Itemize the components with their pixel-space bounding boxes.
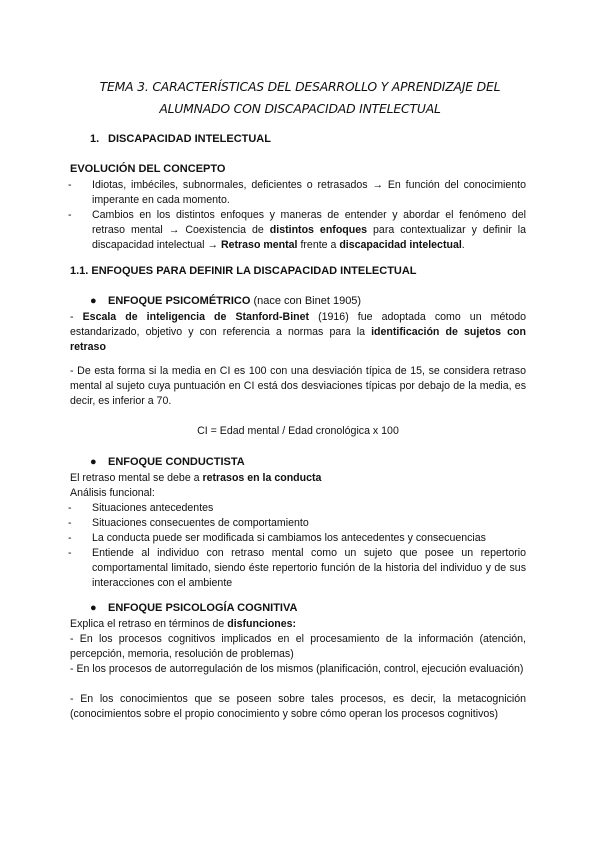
document-title bbox=[60, 76, 540, 120]
cognitiva-paragraph-2: - En los procesos de autorregulación de los mismos (planificación, control, ejecución evaluación) bbox=[70, 663, 524, 675]
list-item: - Idiotas, imbéciles, subnormales, deficientes o retrasados → En función del conocimiento imperante en cada momento. bbox=[70, 178, 526, 208]
text-run: El retraso mental se debe a bbox=[70, 472, 203, 484]
cognitiva-paragraph-3: - En los conocimientos que se poseen sobre tales procesos, es decir, la metacognición (conocimientos sobre el propio conocimiento y sobre cómo operan los procesos cognitivos) bbox=[70, 693, 526, 720]
text-run-bold: distintos enfoques bbox=[269, 224, 368, 236]
conductista-intro bbox=[70, 471, 526, 486]
text-run: . bbox=[461, 239, 465, 251]
text-run-bold: Retraso mental bbox=[220, 239, 298, 251]
text-run: Explica el retraso en términos de bbox=[70, 618, 228, 630]
bullet-icon: ● bbox=[90, 602, 97, 614]
ci-formula: CI = Edad mental / Edad cronológica x 100 bbox=[197, 425, 399, 437]
conductista-title: ENFOQUE CONDUCTISTA bbox=[108, 456, 245, 468]
bullet-icon: ● bbox=[90, 295, 97, 307]
list-item: - La conducta puede ser modificada si cambiamos los antecedentes y consecuencias bbox=[70, 531, 526, 546]
conductista-heading bbox=[90, 456, 245, 468]
text-run: para contextualizar y definir la discapacidad intelectual → bbox=[92, 224, 526, 251]
list-item: - Situaciones antecedentes bbox=[70, 501, 526, 516]
bullet-icon: ● bbox=[90, 456, 97, 468]
section-1-1-heading: 1.1. ENFOQUES PARA DEFINIR LA DISCAPACIDAD INTELECTUAL bbox=[70, 265, 417, 277]
cognitiva-heading bbox=[90, 602, 297, 614]
psicometrico-heading bbox=[90, 295, 361, 307]
text-run-bold: identificación de sujetos con retraso bbox=[70, 326, 526, 353]
conductista-list bbox=[70, 501, 526, 591]
text-run-bold: retrasos en la conducta bbox=[202, 472, 322, 484]
evolucion-heading: EVOLUCIÓN DEL CONCEPTO bbox=[70, 163, 226, 175]
list-item: - Situaciones consecuentes de comportamiento bbox=[70, 516, 526, 531]
title-line-1: TEMA 3. CARACTERÍSTICAS DEL DESARROLLO Y APRENDIZAJE DEL bbox=[99, 79, 501, 94]
cognitiva-intro bbox=[70, 617, 526, 632]
section-1-label: DISCAPACIDAD INTELECTUAL bbox=[108, 133, 271, 145]
text-run: frente a bbox=[297, 239, 340, 251]
analisis-funcional-label: Análisis funcional: bbox=[70, 487, 155, 499]
text-run: - bbox=[70, 311, 83, 323]
psicometrico-title: ENFOQUE PSICOMÉTRICO bbox=[108, 295, 251, 307]
text-run-bold: disfunciones: bbox=[227, 618, 297, 630]
section-1-number: 1. bbox=[90, 133, 100, 145]
psicometrico-paragraph-2: - De esta forma si la media en CI es 100 con una desviación típica de 15, se considera retraso mental al sujeto cuya puntuación en CI está dos desviaciones típicas por debajo de la media, es decir, es inferior a 70. bbox=[70, 365, 526, 407]
list-item: - Entiende al individuo con retraso mental como un sujeto que posee un repertorio comportamental limitado, siendo éste repertorio función de la historia del individuo y de sus interacciones con el ambiente bbox=[70, 546, 526, 591]
psicometrico-paragraph-1 bbox=[70, 310, 526, 355]
text-run: (1916) fue adoptada como un método estandarizado, objetivo y con referencia a normas para la bbox=[70, 311, 526, 338]
text-run: Cambios en los distintos enfoques y maneras de entender y abordar el fenómeno del retraso mental → Coexistencia de bbox=[92, 209, 526, 236]
evolucion-list bbox=[70, 178, 526, 253]
cognitiva-paragraph-1: - En los procesos cognitivos implicados en el procesamiento de la información (atención, percepción, memoria, resolución de problemas) bbox=[70, 633, 526, 660]
list-item bbox=[70, 208, 526, 253]
section-1-heading bbox=[90, 133, 271, 145]
text-run-bold: Escala de inteligencia de Stanford-Binet bbox=[82, 311, 310, 323]
cognitiva-title: ENFOQUE PSICOLOGÍA COGNITIVA bbox=[108, 602, 298, 614]
psicometrico-note: (nace con Binet 1905) bbox=[250, 295, 362, 307]
title-line-2: ALUMNADO CON DISCAPACIDAD INTELECTUAL bbox=[159, 101, 441, 116]
text-run-bold: discapacidad intelectual bbox=[339, 239, 462, 251]
